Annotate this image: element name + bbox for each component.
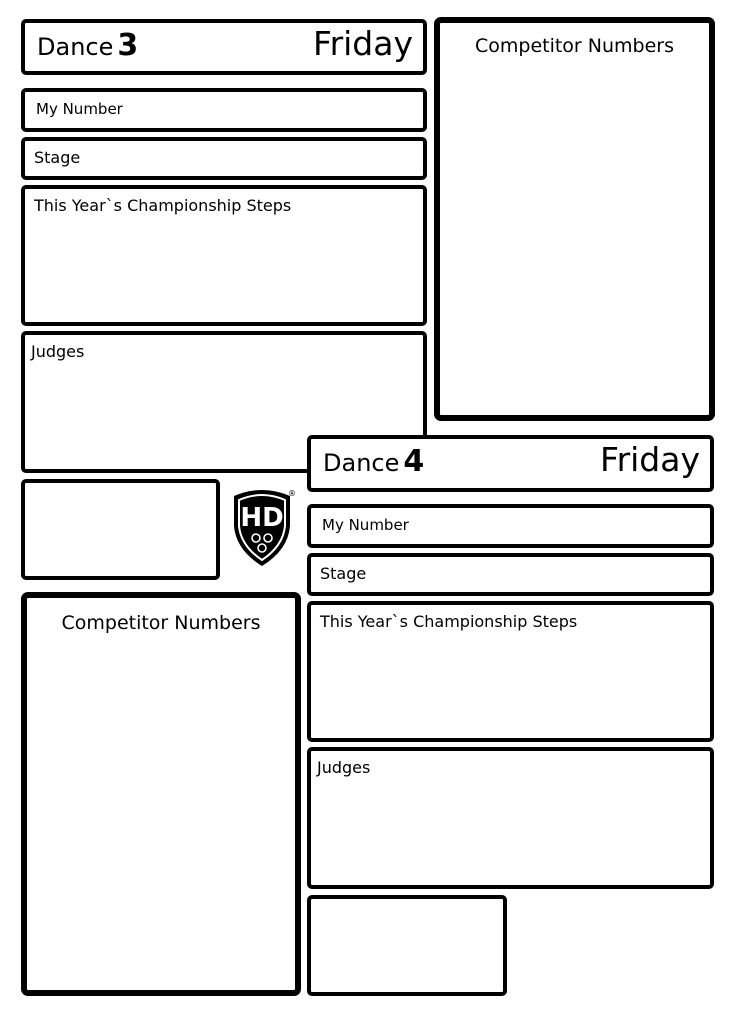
dance-3-stage-label: Stage [34,148,81,167]
dance-3-stage-box[interactable] [21,137,427,180]
dance-3-title [37,28,139,63]
dance-4-my-number-label: My Number [322,516,409,534]
dance-3-day: Friday [312,24,413,63]
dance-3-my-number-box[interactable] [21,88,427,132]
logo-letters: HD [240,503,284,533]
dance-4-word: Dance [323,449,400,477]
dance-3-blank-box[interactable] [21,479,220,580]
dance-4-stage-box[interactable] [307,553,714,596]
dance-4-competitor-numbers-box[interactable] [21,592,301,996]
dance-3-title-box [21,19,427,75]
dance-4-number: 4 [403,444,425,479]
logo-registered-mark: ® [288,489,296,498]
dance-4-judges-label: Judges [317,758,371,777]
dance-4-stage-label: Stage [320,564,367,583]
dance-3-judges-label: Judges [31,342,85,361]
dance-3-my-number-label: My Number [36,100,123,118]
dance-3-competitor-numbers-box[interactable] [434,17,715,421]
dance-4-judges-box[interactable] [307,747,714,889]
dance-4-my-number-box[interactable] [307,504,714,548]
dance-3-number: 3 [117,28,139,63]
dance-4-title-box [307,435,714,492]
dance-3-competitor-numbers-label: Competitor Numbers [474,35,675,57]
dance-4-title [323,444,425,479]
dance-4-competitor-numbers-label: Competitor Numbers [61,612,261,634]
dance-3-steps-box[interactable] [21,185,427,326]
dance-3-word: Dance [37,33,114,61]
dance-3-steps-label: This Year`s Championship Steps [34,196,292,215]
hd-shield-logo-icon [228,486,296,568]
dance-4-blank-box[interactable] [307,895,507,996]
dance-4-steps-box[interactable] [307,601,714,742]
dance-4-steps-label: This Year`s Championship Steps [320,612,578,631]
dance-4-day: Friday [599,440,700,479]
